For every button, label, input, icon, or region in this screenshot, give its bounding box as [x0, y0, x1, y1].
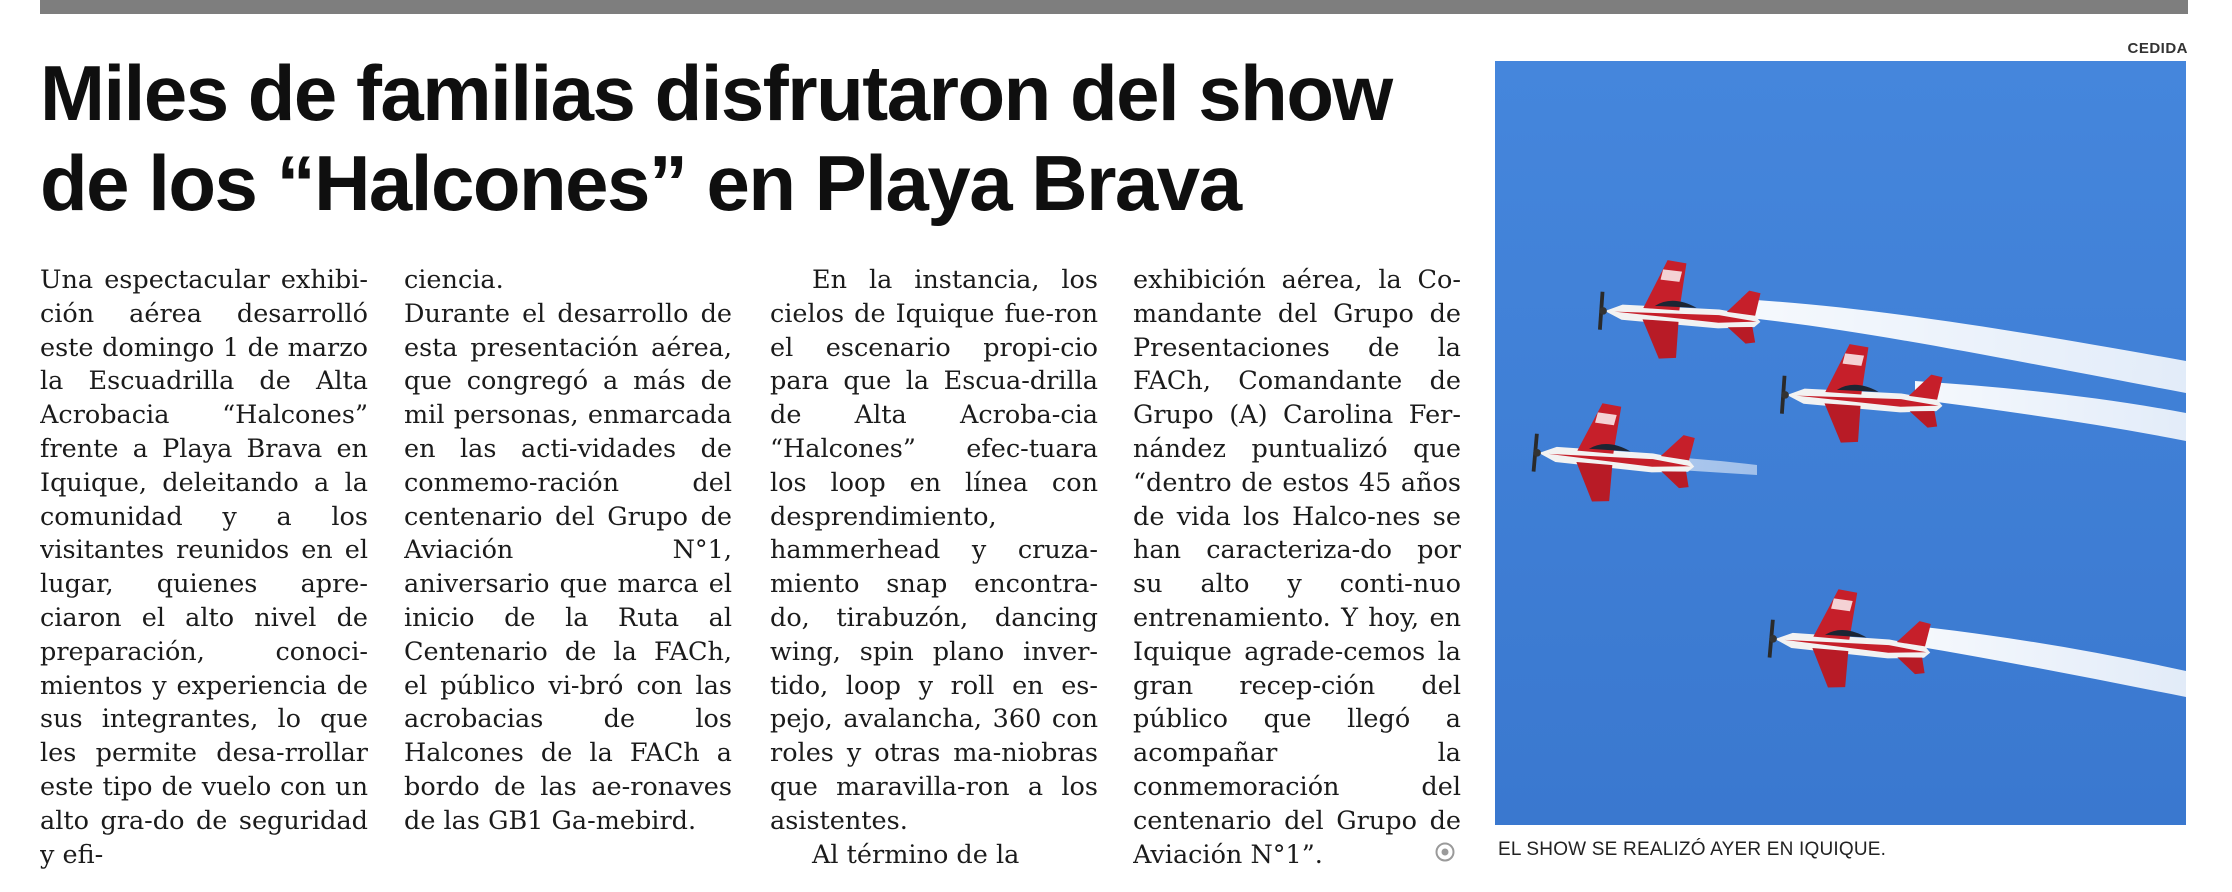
headline-line-2: de los “Halcones” en Playa Brava	[40, 139, 1241, 227]
paragraph: exhibición aérea, la Co-mandante del Grupo de Presentaciones de la FACh, Comandante de Grupo (A) Carolina Fer-nández puntualizó que “dentro de estos 45 años de vida los Halco-nes se han caracteriza-do por su alto y conti-nuo entrenamiento. Y hoy, en Iquique agrade-cemos la gran recep-ción del público que llegó a acompañar la conmemoración del centenario del Grupo de Aviación N°1”.	[1133, 265, 1461, 870]
body-column-2	[404, 264, 732, 874]
body-column-1	[40, 264, 368, 874]
camera-icon	[1435, 842, 1455, 862]
top-rule	[40, 0, 2188, 14]
photo-caption: EL SHOW SE REALIZÓ AYER EN IQUIQUE.	[1498, 839, 1887, 860]
aerobatic-photo	[1495, 61, 2186, 825]
body-column-3	[770, 264, 1098, 874]
paragraph: Al término de la	[812, 839, 1020, 870]
headline	[40, 48, 1460, 228]
body-column-4	[1133, 264, 1461, 874]
paragraph: En la instancia, los cielos de Iquique fue-ron el escenario propi-cio para que la Escua-drilla de Alta Acroba-cia “Halcones” efec-tuara los loop en línea con desprendimiento, hammerhead y cruza-miento snap encontra-do, tirabuzón, dancing wing, spin plano inver-tido, loop y roll en es-pejo, avalancha, 360 con roles y otras ma-niobras que maravilla-ron a los asistentes.	[770, 265, 1098, 836]
paragraph: Durante el desarrollo de esta presentación aérea, que congregó a más de mil personas, enmarcada en las acti-vidades de conmemo-ración del centenario del Grupo de Aviación N°1, aniversario que marca el inicio de la Ruta al Centenario de la FACh, el público vi-bró con las acrobacias de los Halcones de la FACh a bordo de las ae-ronaves de las GB1 Ga-mebird.	[404, 298, 732, 836]
photo-credit: CEDIDA	[2127, 40, 2188, 57]
paragraph: Una espectacular exhibi-ción aérea desarrolló este domingo 1 de marzo la Escuadrilla de Alta Acrobacia “Halcones” frente a Playa Brava en Iquique, deleitando a la comunidad y a los visitantes reunidos en el lugar, quienes apre-ciaron el alto nivel de preparación, conoci-mientos y experiencia de sus integrantes, lo que les permite desa-rrollar este tipo de vuelo con un alto gra-do de seguridad y efi-	[40, 265, 368, 870]
headline-line-1: Miles de familias disfrutaron del show	[40, 49, 1392, 137]
paragraph: ciencia.	[404, 265, 504, 295]
